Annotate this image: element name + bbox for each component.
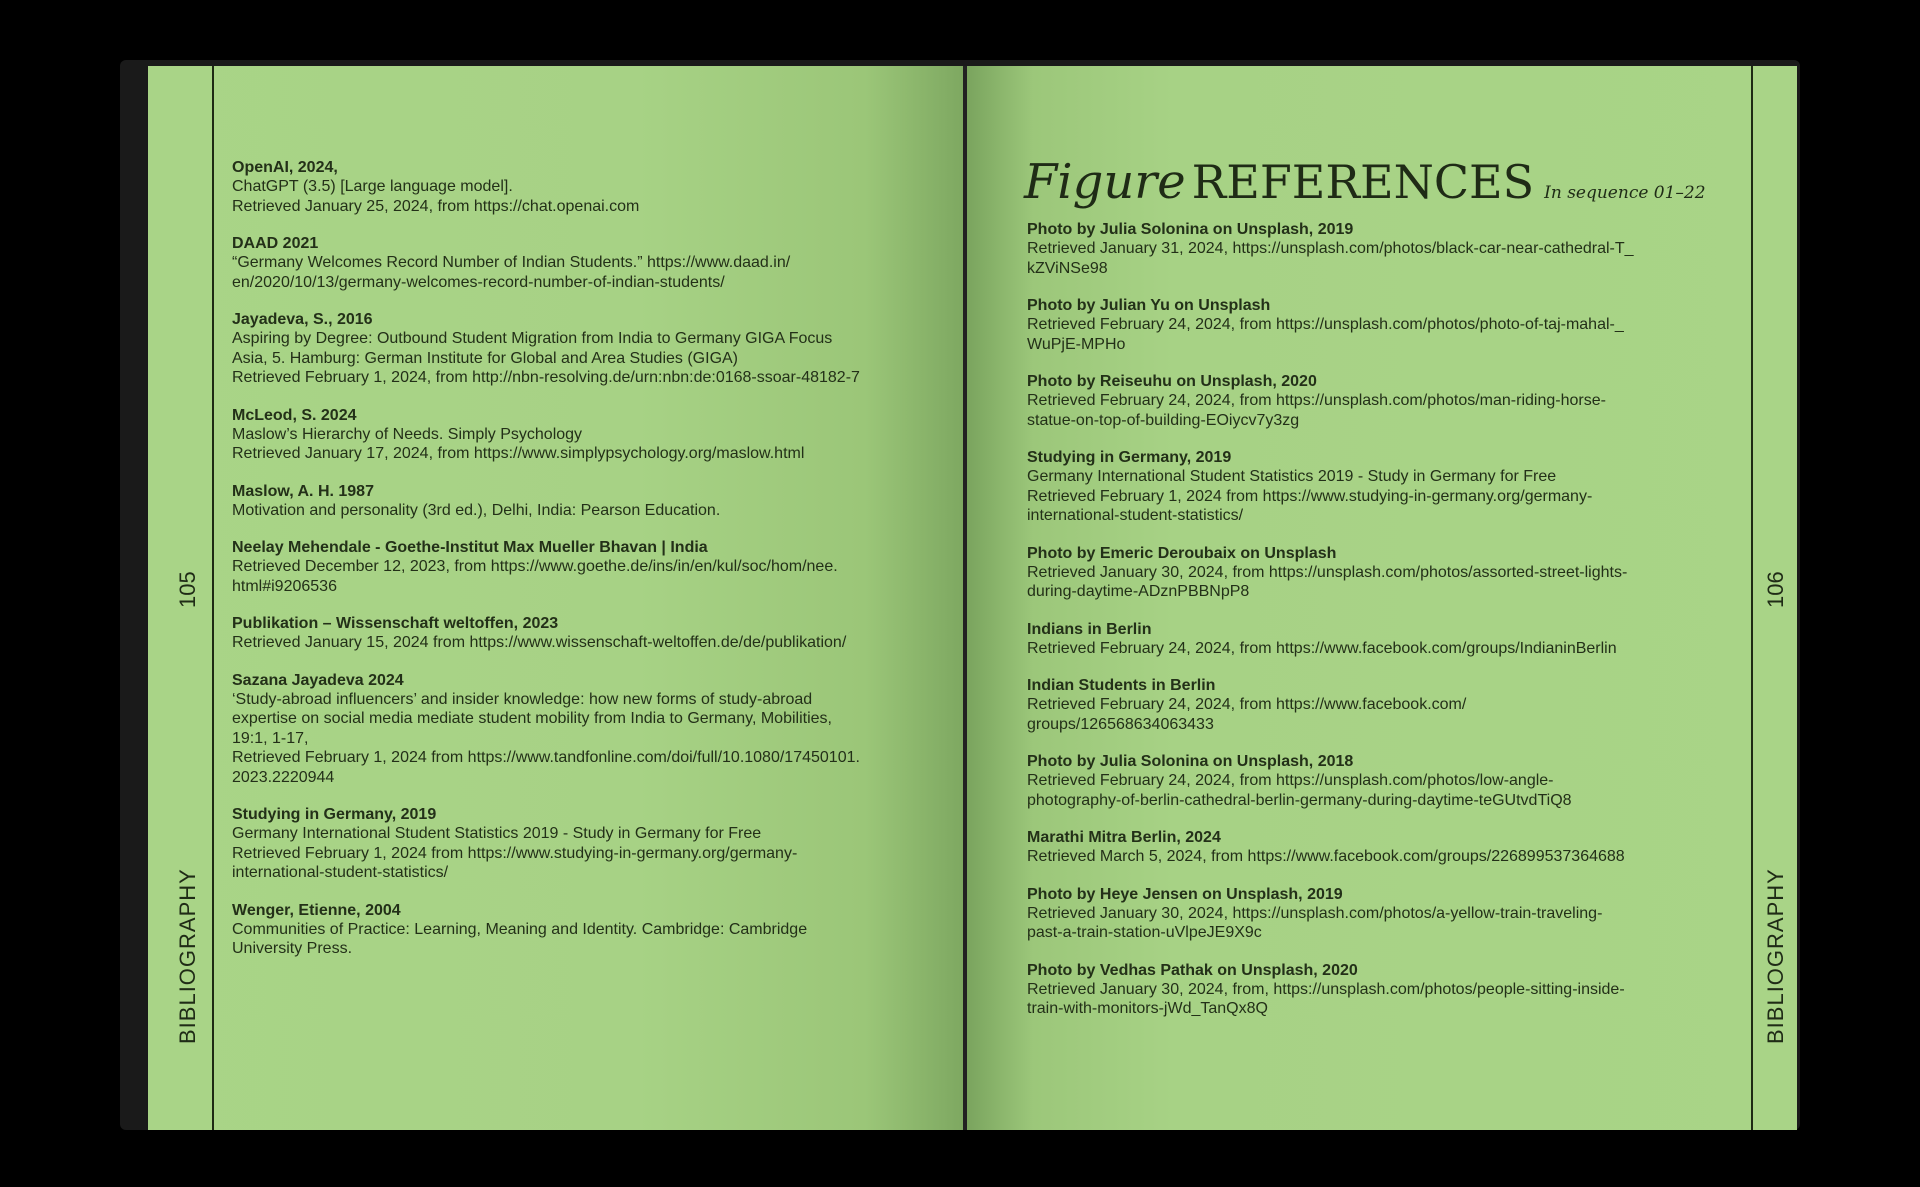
right-page (967, 66, 1797, 1130)
reference-body: Retrieved January 30, 2024, https://unsplash.com/photos/a-yellow-train-traveling- past-a-train-station-uVlpeJE9X9c (1027, 904, 1603, 941)
left-margin-rule (212, 66, 214, 1130)
right-margin-rule (1751, 66, 1753, 1130)
reference-entry (1027, 220, 1747, 278)
reference-title: Jayadeva, S., 2016 (232, 311, 373, 328)
open-book (120, 60, 1800, 1130)
reference-title: Photo by Julia Solonina on Unsplash, 2018 (1027, 753, 1354, 770)
reference-body: ‘Study-abroad influencers’ and insider knowledge: how new forms of study-abroad expertise on social media mediate student mobility from India to Germany, Mobilities, 19:1, 1-17, Retrieved February 1, 2024 from https://www.tandfonline.com/doi/full/10.1080/17450101. 2023.2220944 (232, 690, 860, 786)
reference-entry (232, 234, 952, 292)
right-side-label: BIBLIOGRAPHY (1763, 868, 1788, 1044)
reference-body: Retrieved February 24, 2024, from https://www.facebook.com/groups/IndianinBerlin (1027, 639, 1617, 657)
reference-body: Retrieved February 24, 2024, from https://www.facebook.com/ groups/126568634063433 (1027, 696, 1467, 733)
reference-entry (232, 805, 952, 883)
reference-entry (1027, 961, 1747, 1019)
reference-body: Motivation and personality (3rd ed.), Delhi, India: Pearson Education. (232, 501, 721, 519)
reference-entry (1027, 448, 1747, 526)
heading-italic: Figure (1024, 154, 1186, 210)
reference-entry (232, 538, 952, 596)
reference-body: Retrieved January 31, 2024, https://unsplash.com/photos/black-car-near-cathedral-T_ kZViNSe98 (1027, 240, 1634, 277)
reference-title: Sazana Jayadeva 2024 (232, 671, 404, 689)
left-side-label: BIBLIOGRAPHY (175, 868, 200, 1044)
reference-entry (232, 158, 952, 216)
reference-title: Maslow, A. H. 1987 (232, 482, 374, 500)
reference-body: Retrieved February 24, 2024, from https://unsplash.com/photos/low-angle- photography-of-berlin-cathedral-berlin-germany-during-daytime-teGUtvdTiQ8 (1027, 772, 1572, 809)
reference-body: Retrieved January 15, 2024 from https://www.wissenschaft-weltoffen.de/de/publikation/ (232, 634, 847, 651)
reference-title: Photo by Vedhas Pathak on Unsplash, 2020 (1027, 961, 1358, 979)
reference-title: Indian Students in Berlin (1027, 677, 1216, 694)
right-page-number: 106 (1763, 571, 1788, 608)
heading-caps: REFERENCES (1191, 155, 1535, 209)
reference-body: Retrieved January 30, 2024, from https://unsplash.com/photos/assorted-street-lights- during-daytime-ADznPBBNpP8 (1027, 563, 1628, 600)
reference-body: Retrieved February 24, 2024, from https://unsplash.com/photos/man-riding-horse- statue-on-top-of-building-EOiycv7y3zg (1027, 392, 1606, 429)
reference-title: Photo by Julia Solonina on Unsplash, 2019 (1027, 221, 1354, 238)
reference-body: Maslow’s Hierarchy of Needs. Simply Psychology Retrieved January 17, 2024, from https://www.simplypsychology.org/maslow.html (232, 425, 805, 462)
reference-title: McLeod, S. 2024 (232, 406, 357, 424)
reference-entry (1027, 544, 1747, 602)
reference-entry (232, 901, 952, 959)
reference-title: Studying in Germany, 2019 (232, 806, 437, 823)
left-page (148, 66, 963, 1130)
reference-body: Retrieved March 5, 2024, from https://www.facebook.com/groups/226899537364688 (1027, 848, 1625, 865)
reference-entry (232, 671, 952, 788)
reference-title: Studying in Germany, 2019 (1027, 449, 1232, 466)
reference-entry (1027, 676, 1747, 734)
reference-entry (1027, 372, 1747, 430)
reference-title: Indians in Berlin (1027, 620, 1152, 638)
reference-body: Retrieved January 30, 2024, from, https://unsplash.com/photos/people-sitting-inside- train-with-monitors-jWd_TanQx8Q (1027, 980, 1625, 1017)
heading-subtitle: In sequence 01–22 (1544, 183, 1706, 203)
reference-body: “Germany Welcomes Record Number of Indian Students.” https://www.daad.in/ en/2020/10/13/germany-welcomes-record-number-of-indian-students/ (232, 254, 791, 291)
figure-references-heading (1024, 154, 1706, 210)
reference-entry (232, 614, 952, 653)
reference-entry (1027, 885, 1747, 943)
reference-body: Germany International Student Statistics 2019 - Study in Germany for Free Retrieved February 1, 2024 from https://www.studying-in-germany.org/germany- international-student-statistics/ (1027, 468, 1593, 524)
reference-title: Photo by Reiseuhu on Unsplash, 2020 (1027, 373, 1317, 390)
left-page-number: 105 (175, 571, 200, 608)
reference-entry (232, 310, 952, 388)
reference-title: Neelay Mehendale - Goethe-Institut Max Mueller Bhavan | India (232, 539, 708, 556)
reference-title: Photo by Emeric Deroubaix on Unsplash (1027, 544, 1337, 562)
reference-entry (1027, 828, 1747, 867)
figure-references-list (1027, 220, 1747, 1037)
bibliography-list (232, 158, 952, 977)
reference-title: Photo by Heye Jensen on Unsplash, 2019 (1027, 885, 1343, 903)
reference-body: Communities of Practice: Learning, Meaning and Identity. Cambridge: Cambridge University Press. (232, 920, 808, 957)
reference-body: ChatGPT (3.5) [Large language model]. Retrieved January 25, 2024, from https://chat.openai.com (232, 178, 640, 215)
reference-entry (1027, 620, 1747, 659)
reference-entry (1027, 296, 1747, 354)
reference-body: Retrieved December 12, 2023, from https://www.goethe.de/ins/in/en/kul/soc/hom/nee. html#i9206536 (232, 558, 838, 595)
reference-title: Photo by Julian Yu on Unsplash (1027, 297, 1271, 314)
reference-title: Wenger, Etienne, 2004 (232, 901, 401, 919)
reference-title: Publikation – Wissenschaft weltoffen, 2023 (232, 615, 559, 632)
reference-body: Retrieved February 24, 2024, from https://unsplash.com/photos/photo-of-taj-mahal-_ WuPjE-MPHo (1027, 316, 1624, 353)
reference-body: Aspiring by Degree: Outbound Student Migration from India to Germany GIGA Focus Asia, 5. Hamburg: German Institute for Global and Area Studies (GIGA) Retrieved February 1, 2024, from http://nbn-resolving.de/urn:nbn:de:0168-ssoar-48182-7 (232, 330, 860, 386)
reference-entry (232, 406, 952, 464)
reference-title: DAAD 2021 (232, 235, 319, 252)
reference-entry (232, 482, 952, 521)
reference-entry (1027, 752, 1747, 810)
reference-title: Marathi Mitra Berlin, 2024 (1027, 829, 1221, 846)
reference-title: OpenAI, 2024, (232, 159, 338, 176)
reference-body: Germany International Student Statistics 2019 - Study in Germany for Free Retrieved February 1, 2024 from https://www.studying-in-germany.org/germany- international-student-statistics/ (232, 825, 798, 881)
